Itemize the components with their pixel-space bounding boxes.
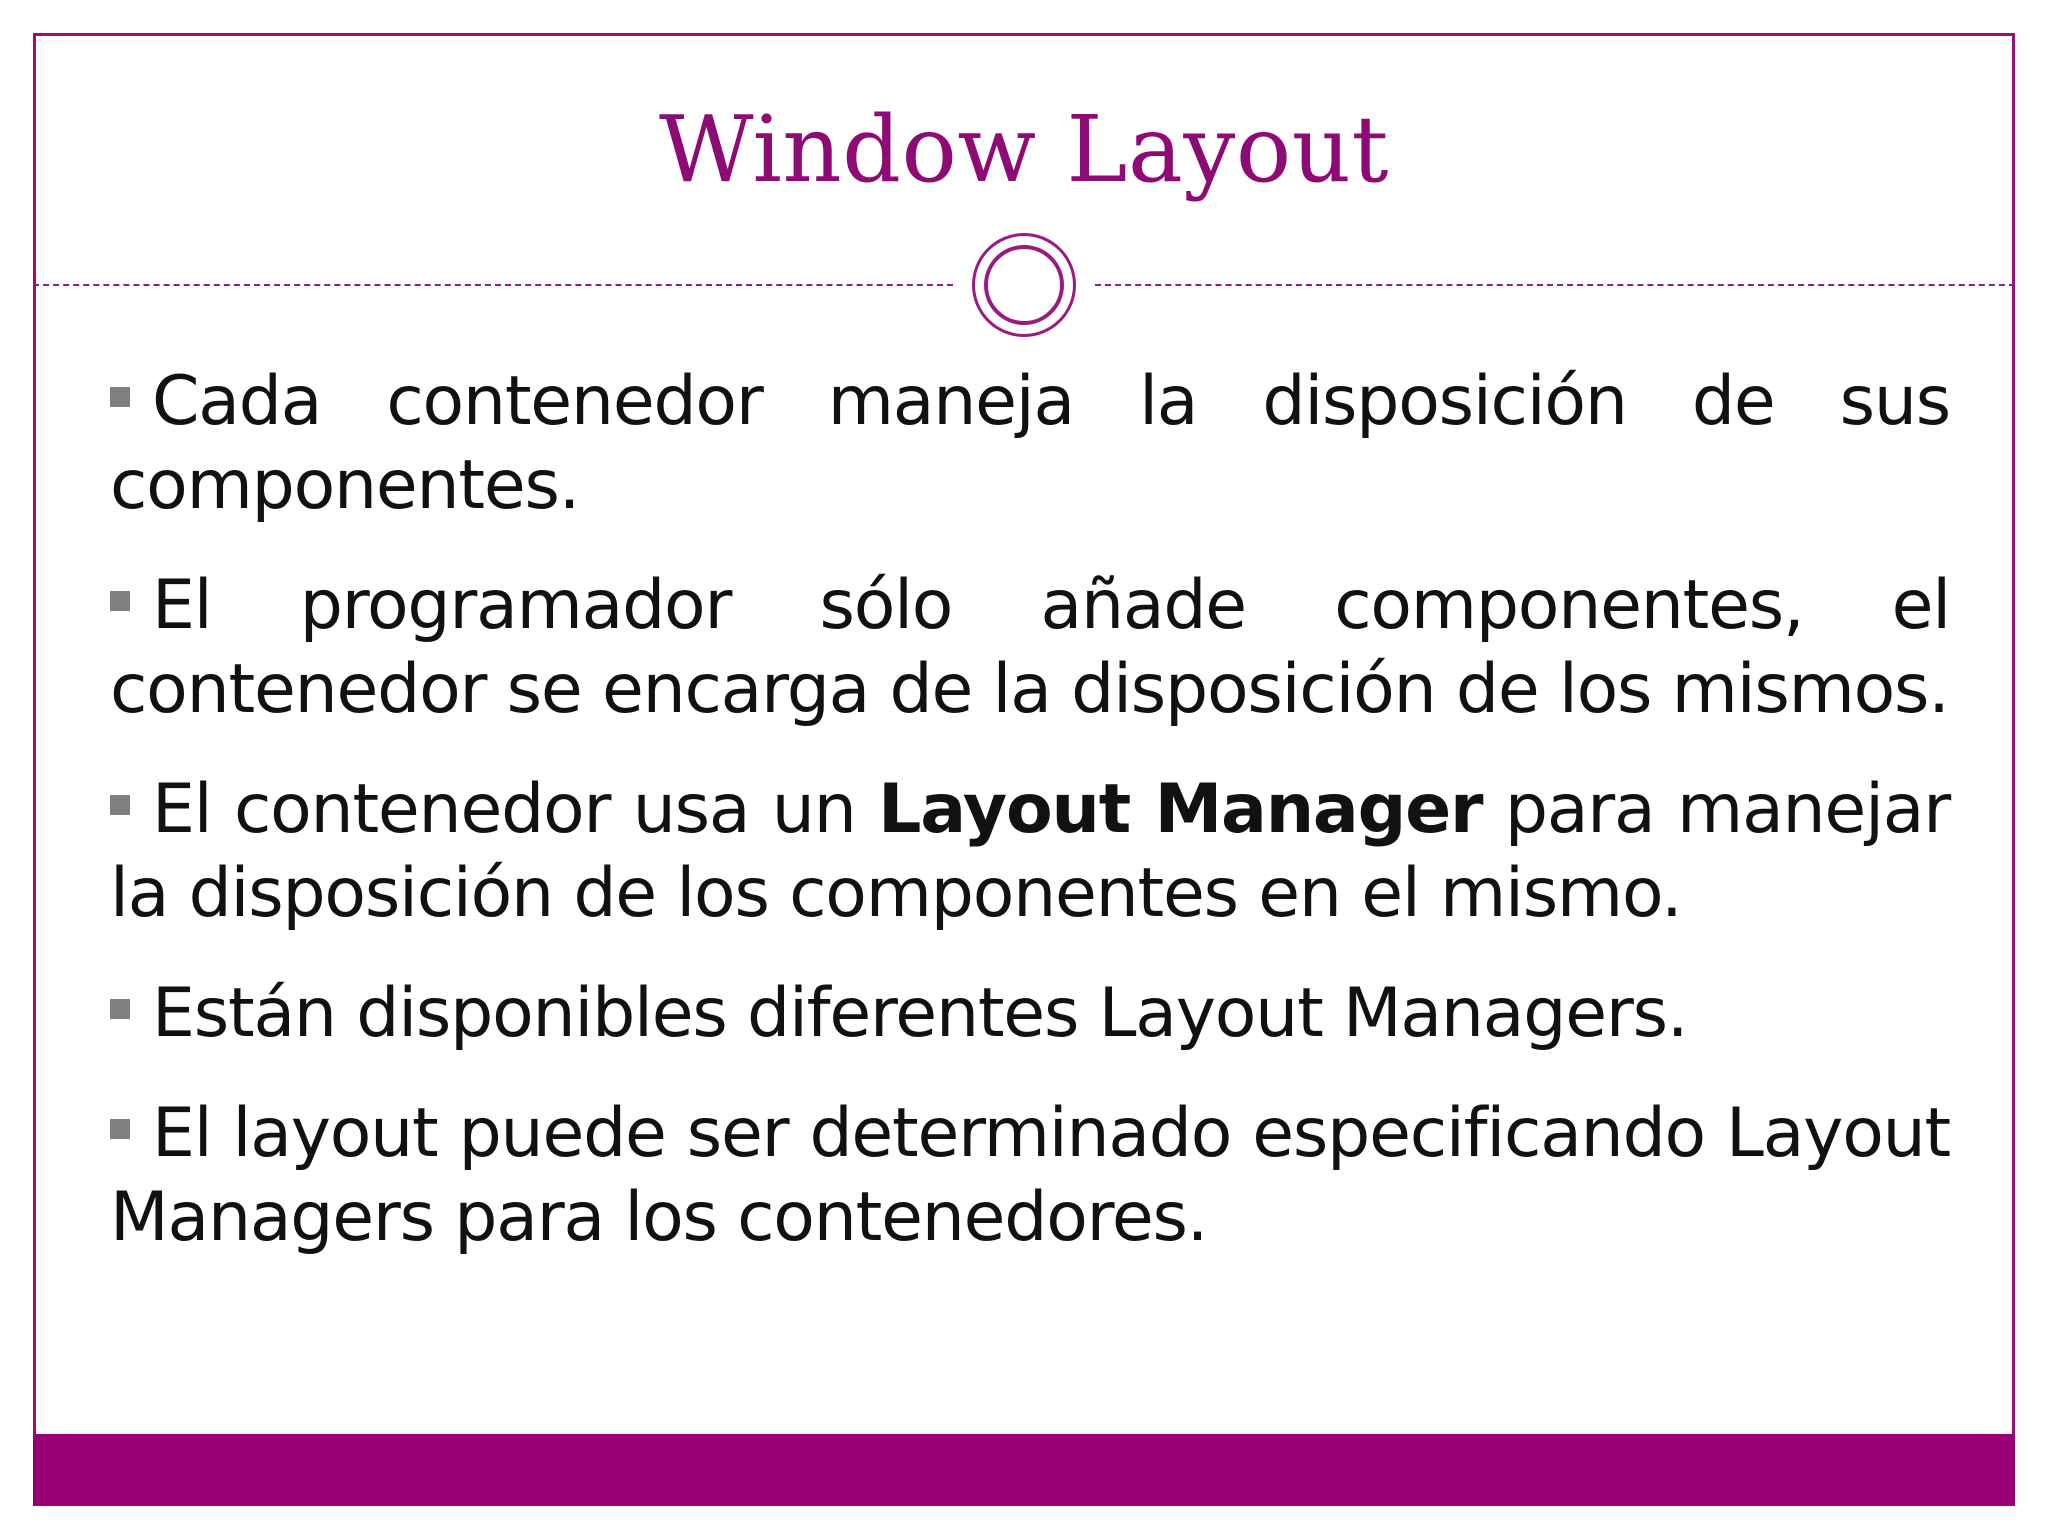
title-divider-right bbox=[1095, 284, 2015, 286]
bullet-list bbox=[110, 360, 1950, 1296]
bullet-item-2 bbox=[110, 564, 1950, 732]
footer-accent-bar bbox=[33, 1434, 2015, 1506]
bullet-text: El layout puede ser determinado especificando Layout Managers para los contenedores. bbox=[110, 1094, 1950, 1257]
bullet-item-5 bbox=[110, 1092, 1950, 1260]
bullet-text: El programador sólo añade componentes, el contenedor se encarga de la disposición de los mismos. bbox=[110, 566, 1950, 729]
bullet-text: Cada contenedor maneja la disposición de sus componentes. bbox=[110, 362, 1950, 525]
square-bullet-icon bbox=[110, 999, 130, 1019]
divider-ring-inner bbox=[984, 245, 1064, 325]
square-bullet-icon bbox=[110, 1119, 130, 1139]
title-divider-left bbox=[33, 284, 953, 286]
bullet-text-bold: Layout Manager bbox=[878, 770, 1483, 849]
square-bullet-icon bbox=[110, 795, 130, 815]
bullet-text: Están disponibles diferentes Layout Managers. bbox=[152, 974, 1688, 1053]
bullet-text-after: para manejar la disposición de los componentes en el mismo. bbox=[110, 770, 1950, 933]
bullet-item-4 bbox=[110, 972, 1950, 1056]
slide-title: Window Layout bbox=[659, 96, 1389, 203]
square-bullet-icon bbox=[110, 591, 130, 611]
square-bullet-icon bbox=[110, 387, 130, 407]
bullet-text-before: El contenedor usa un bbox=[152, 770, 879, 849]
divider-ring-ornament bbox=[972, 233, 1076, 337]
bullet-item-3 bbox=[110, 768, 1950, 936]
bullet-item-1 bbox=[110, 360, 1950, 528]
